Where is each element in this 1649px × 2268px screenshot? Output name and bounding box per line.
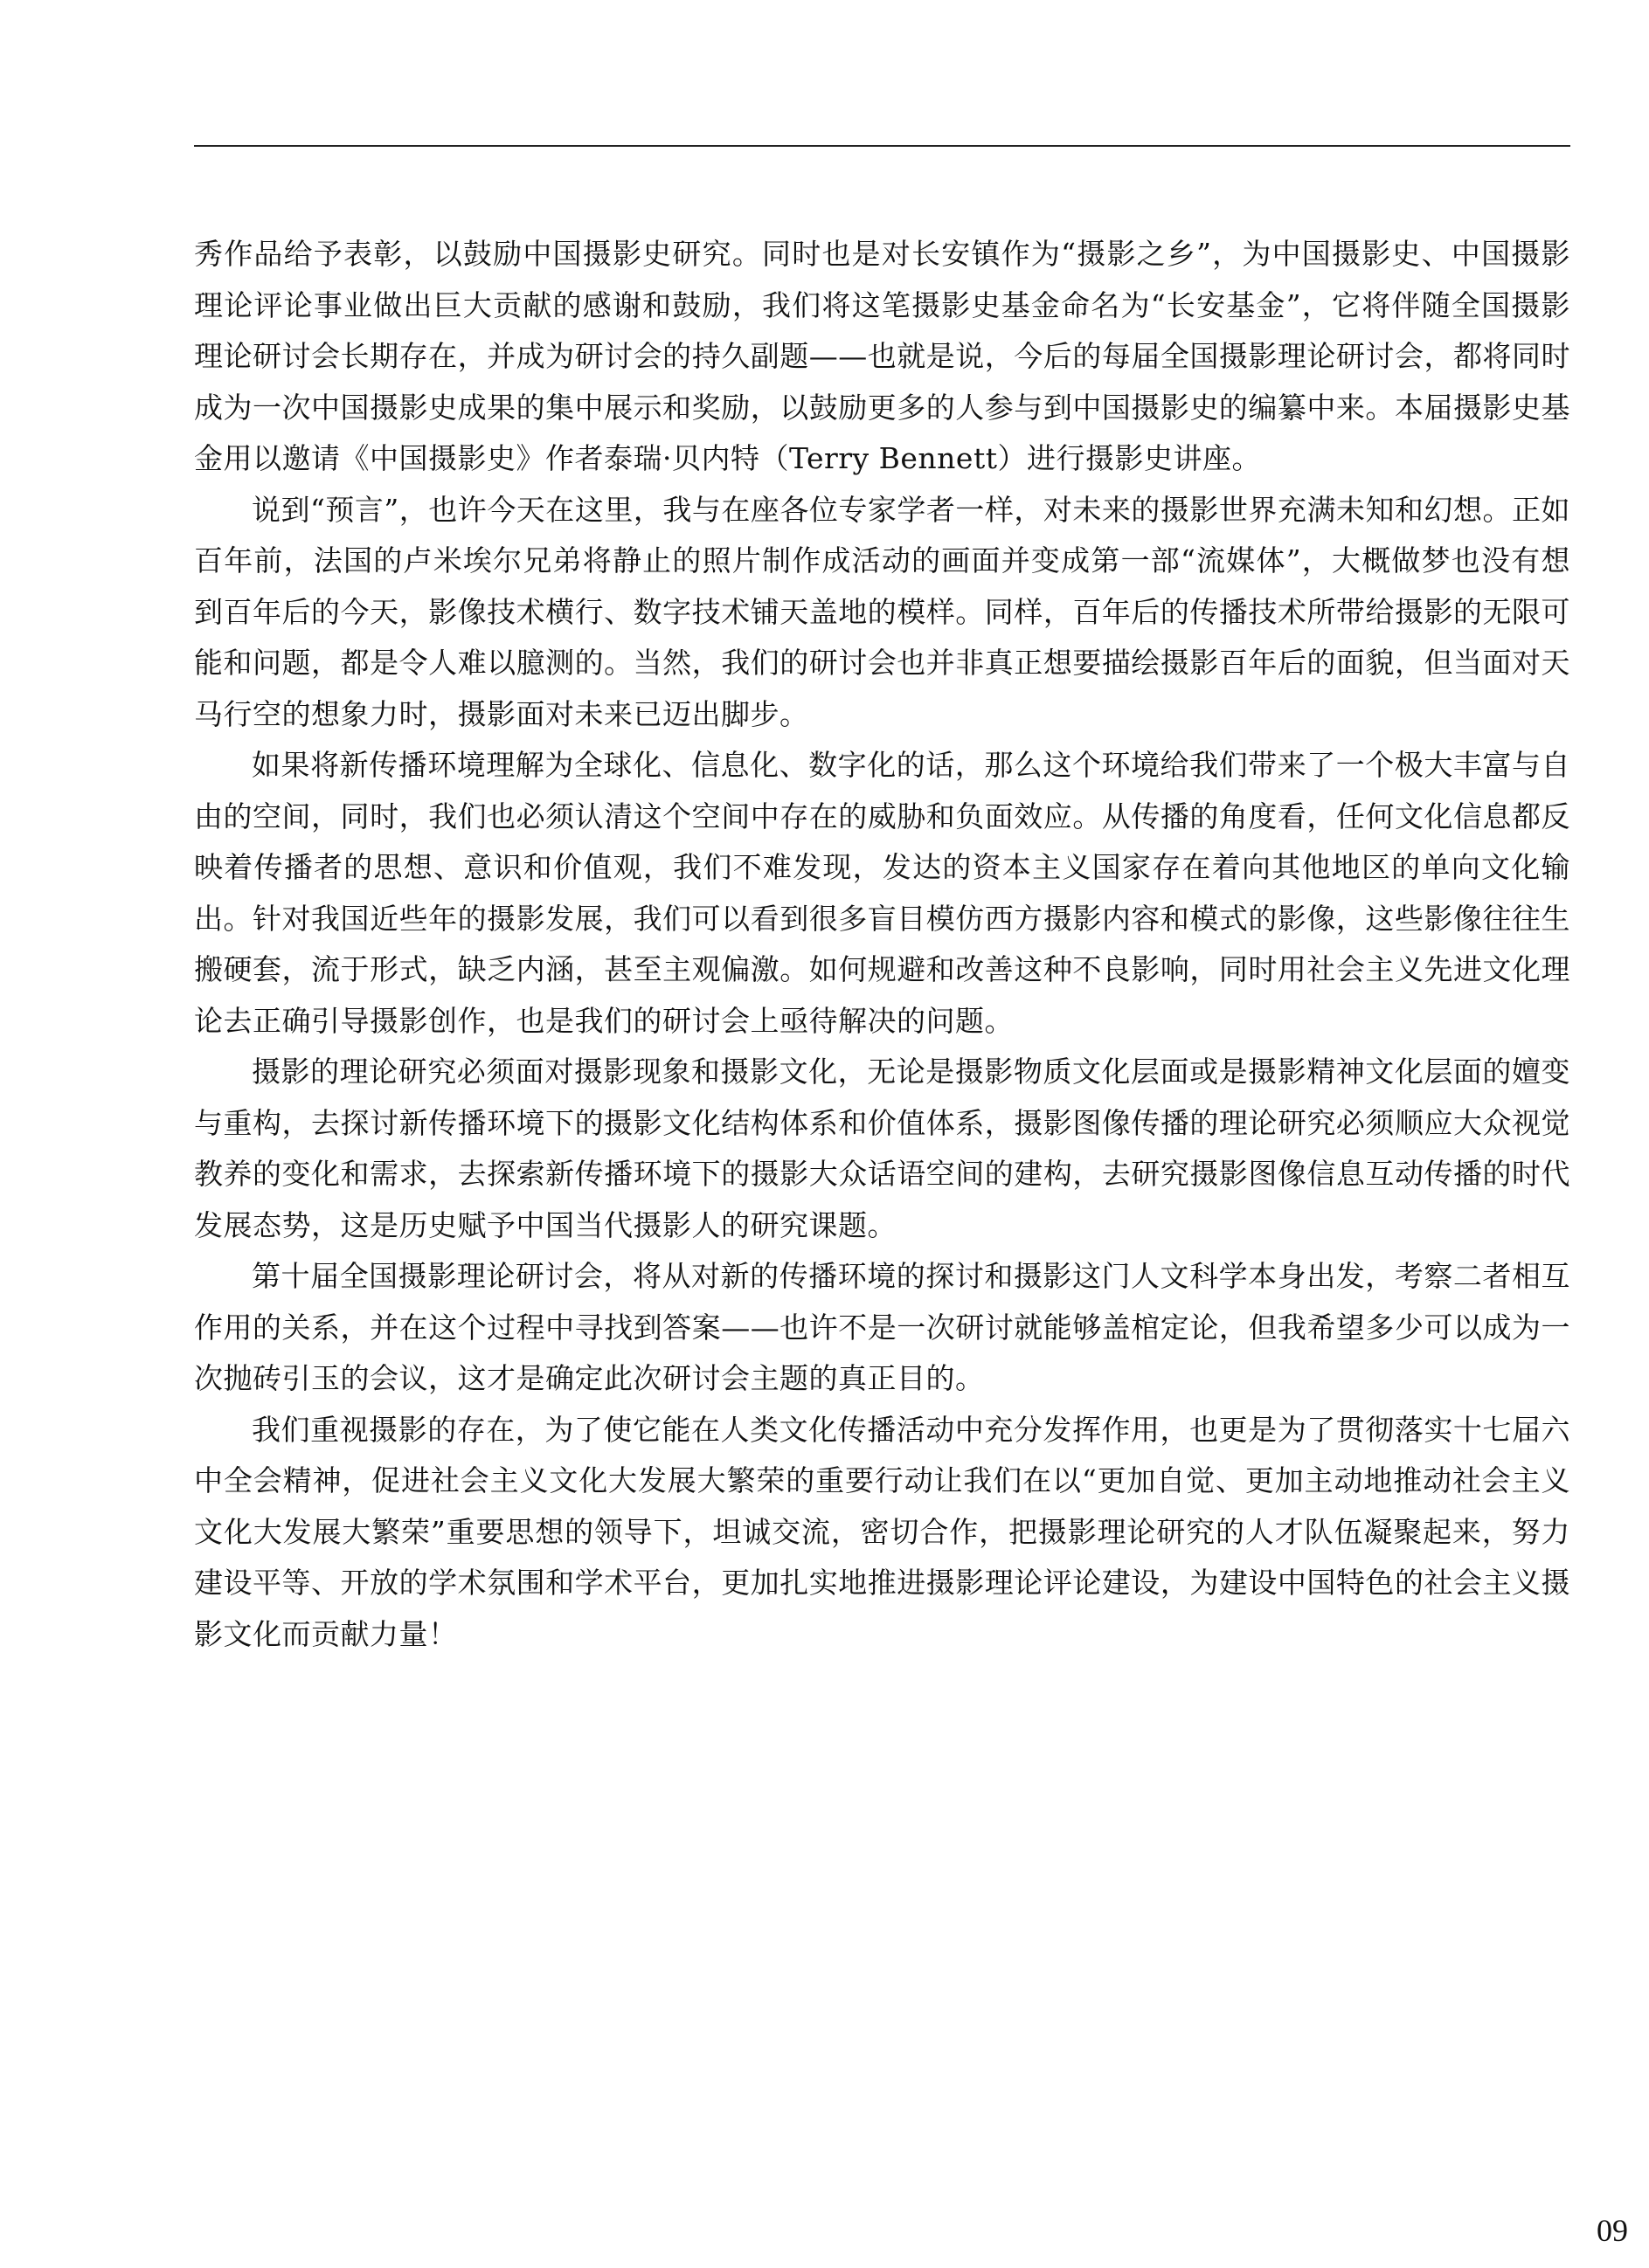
paragraph-2: 说到“预言”，也许今天在这里，我与在座各位专家学者一样，对未来的摄影世界充满未知和幻想。正如百年前，法国的卢米埃尔兄弟将静止的照片制作成活动的画面并变成第一部“流媒体”，大概做梦也没有想到百年后的今天，影像技术横行、数字技术铺天盖地的模样。同样，百年后的传播技术所带给摄影的无限可能和问题，都是令人难以臆测的。当然，我们的研讨会也并非真正想要描绘摄影百年后的面貌，但当面对天马行空的想象力时，摄影面对未来已迈出脚步。 xyxy=(194,492,1570,731)
header-rule xyxy=(194,145,1570,147)
paragraph-6: 我们重视摄影的存在，为了使它能在人类文化传播活动中充分发挥作用，也更是为了贯彻落实十七届六中全会精神，促进社会主义文化大发展大繁荣的重要行动让我们在以“更加自觉、更加主动地推动社会主义文化大发展大繁荣”重要思想的领导下，坦诚交流，密切合作，把摄影理论研究的人才队伍凝聚起来，努力建设平等、开放的学术氛围和学术平台，更加扎实地推进摄影理论评论建设，为建设中国特色的社会主义摄影文化而贡献力量！ xyxy=(194,1412,1570,1651)
paragraph-5: 第十届全国摄影理论研讨会，将从对新的传播环境的探讨和摄影这门人文科学本身出发，考察二者相互作用的关系，并在这个过程中寻找到答案——也许不是一次研讨就能够盖棺定论，但我希望多少可以成为一次抛砖引玉的会议，这才是确定此次研讨会主题的真正目的。 xyxy=(194,1259,1570,1395)
page-number: 09 xyxy=(1597,2213,1628,2248)
paragraph-1: 秀作品给予表彰，以鼓励中国摄影史研究。同时也是对长安镇作为“摄影之乡”，为中国摄影史、中国摄影理论评论事业做出巨大贡献的感谢和鼓励，我们将这笔摄影史基金命名为“长安基金”，它将伴随全国摄影理论研讨会长期存在，并成为研讨会的持久副题——也就是说，今后的每届全国摄影理论研讨会，都将同时成为一次中国摄影史成果的集中展示和奖励，以鼓励更多的人参与到中国摄影史的编纂中来。本届摄影史基金用以邀请《中国摄影史》作者泰瑞·贝内特（Terry Bennett）进行摄影史讲座。 xyxy=(194,237,1570,475)
paragraph-3: 如果将新传播环境理解为全球化、信息化、数字化的话，那么这个环境给我们带来了一个极大丰富与自由的空间，同时，我们也必须认清这个空间中存在的威胁和负面效应。从传播的角度看，任何文化信息都反映着传播者的思想、意识和价值观，我们不难发现，发达的资本主义国家存在着向其他地区的单向文化输出。针对我国近些年的摄影发展，我们可以看到很多盲目模仿西方摄影内容和模式的影像，这些影像往往生搬硬套，流于形式，缺乏内涵，甚至主观偏激。如何规避和改善这种不良影响，同时用社会主义先进文化理论去正确引导摄影创作，也是我们的研讨会上亟待解决的问题。 xyxy=(194,748,1570,1038)
article-body xyxy=(194,229,1570,1660)
paragraph-4: 摄影的理论研究必须面对摄影现象和摄影文化，无论是摄影物质文化层面或是摄影精神文化层面的嬗变与重构，去探讨新传播环境下的摄影文化结构体系和价值体系，摄影图像传播的理论研究必须顺应大众视觉教养的变化和需求，去探索新传播环境下的摄影大众话语空间的建构，去研究摄影图像信息互动传播的时代发展态势，这是历史赋予中国当代摄影人的研究课题。 xyxy=(194,1054,1570,1242)
